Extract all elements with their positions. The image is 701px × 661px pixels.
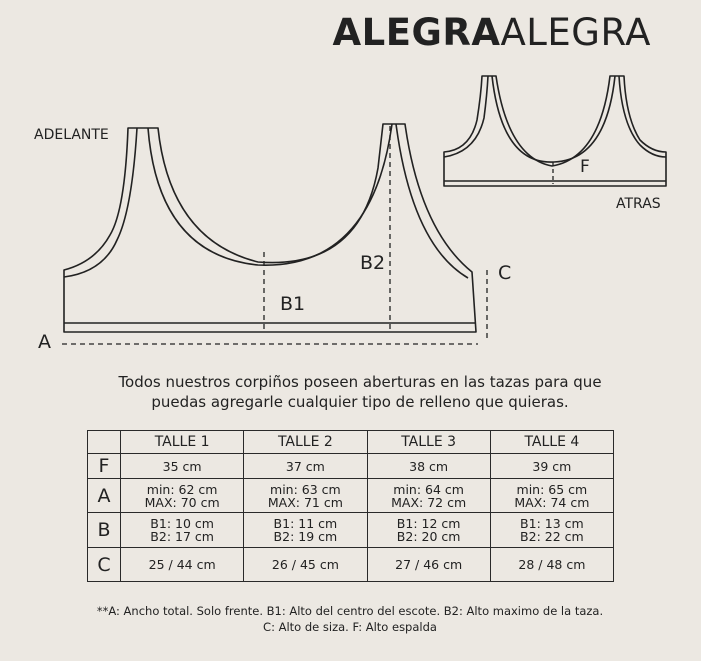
- cell-value: B2: 17 cm: [150, 529, 214, 544]
- footnote-line-2: C: Alto de siza. F: Alto espalda: [263, 620, 437, 634]
- cell-value: min: 64 cm: [393, 481, 464, 497]
- cell-value: B1: 10 cm: [150, 516, 214, 531]
- measure-a-label: A: [38, 331, 51, 353]
- cell-value: 26 / 45 cm: [271, 557, 339, 572]
- cell-f-4: [490, 454, 613, 479]
- size-header-4: TALLE 4: [490, 431, 613, 454]
- measure-c-label: C: [498, 262, 512, 284]
- cell-b-3: [367, 513, 490, 548]
- table-row-b: [88, 513, 614, 548]
- front-label: ADELANTE: [34, 127, 109, 143]
- brand-bold: ALEGRA: [332, 11, 501, 54]
- row-key-c: C: [88, 548, 121, 582]
- cell-value: B1: 11 cm: [273, 516, 338, 531]
- front-garment-outline: [64, 124, 476, 332]
- cell-value: 27 / 46 cm: [395, 557, 463, 572]
- size-header-3: TALLE 3: [367, 431, 490, 454]
- cell-b-1: [121, 513, 244, 548]
- cell-f-1: [121, 454, 244, 479]
- cell-b-4: [490, 513, 613, 548]
- cell-a-1: [121, 479, 244, 513]
- cell-value: MAX: 70 cm: [144, 494, 220, 510]
- cell-value: B2: 20 cm: [396, 529, 461, 544]
- measure-b2-label: B2: [360, 252, 386, 274]
- cell-c-2: [244, 548, 367, 582]
- size-table-header-row: [88, 431, 614, 454]
- back-label: ATRAS: [616, 196, 661, 212]
- cell-value: MAX: 74 cm: [514, 494, 590, 510]
- cell-c-1: [121, 548, 244, 582]
- cell-value: 38 cm: [409, 458, 449, 474]
- footnote: [40, 603, 660, 635]
- cell-f-3: [367, 454, 490, 479]
- footnote-line-1: **A: Ancho total. Solo frente. B1: Alto del centro del escote. B2: Alto maximo de la taza.: [96, 604, 604, 618]
- intro-line-2: puedas agregarle cualquier tipo de relleno que quieras.: [151, 393, 569, 411]
- cell-value: 28 / 48 cm: [518, 557, 586, 572]
- cell-value: 35 cm: [162, 458, 202, 474]
- cell-a-4: [490, 479, 613, 513]
- cell-a-3: [367, 479, 490, 513]
- size-header-2: TALLE 2: [244, 431, 367, 454]
- cell-a-2: [244, 479, 367, 513]
- measure-f-label: F: [580, 157, 590, 177]
- row-key-f: F: [88, 454, 121, 479]
- measure-b1-label: B1: [280, 293, 306, 315]
- cell-value: B2: 22 cm: [520, 529, 584, 544]
- cell-c-3: [367, 548, 490, 582]
- row-key-b: B: [88, 513, 121, 548]
- cell-value: 37 cm: [285, 458, 325, 474]
- cell-value: 25 / 44 cm: [148, 557, 216, 572]
- cell-value: B1: 13 cm: [520, 516, 584, 531]
- cell-value: min: 65 cm: [516, 481, 588, 497]
- cell-value: min: 62 cm: [146, 481, 218, 497]
- size-header-1: TALLE 1: [121, 431, 244, 454]
- cell-value: B2: 19 cm: [273, 529, 338, 544]
- row-key-a: A: [88, 479, 121, 513]
- size-table-corner: [88, 431, 121, 454]
- cell-b-2: [244, 513, 367, 548]
- cell-value: 39 cm: [532, 458, 572, 474]
- intro-text: [60, 372, 660, 412]
- cell-value: MAX: 71 cm: [267, 494, 343, 510]
- brand-light: ALEGRA: [500, 11, 651, 54]
- table-row-a: [88, 479, 614, 513]
- cell-value: B1: 12 cm: [396, 516, 461, 531]
- intro-line-1: Todos nuestros corpiños poseen aberturas en las tazas para que: [118, 373, 602, 391]
- back-garment-outline: [444, 76, 666, 186]
- table-row-f: [88, 454, 614, 479]
- cell-c-4: [490, 548, 613, 582]
- cell-value: MAX: 72 cm: [391, 494, 467, 510]
- cell-value: min: 63 cm: [270, 481, 341, 497]
- table-row-c: [88, 548, 614, 582]
- cell-f-2: [244, 454, 367, 479]
- size-table: [87, 430, 614, 582]
